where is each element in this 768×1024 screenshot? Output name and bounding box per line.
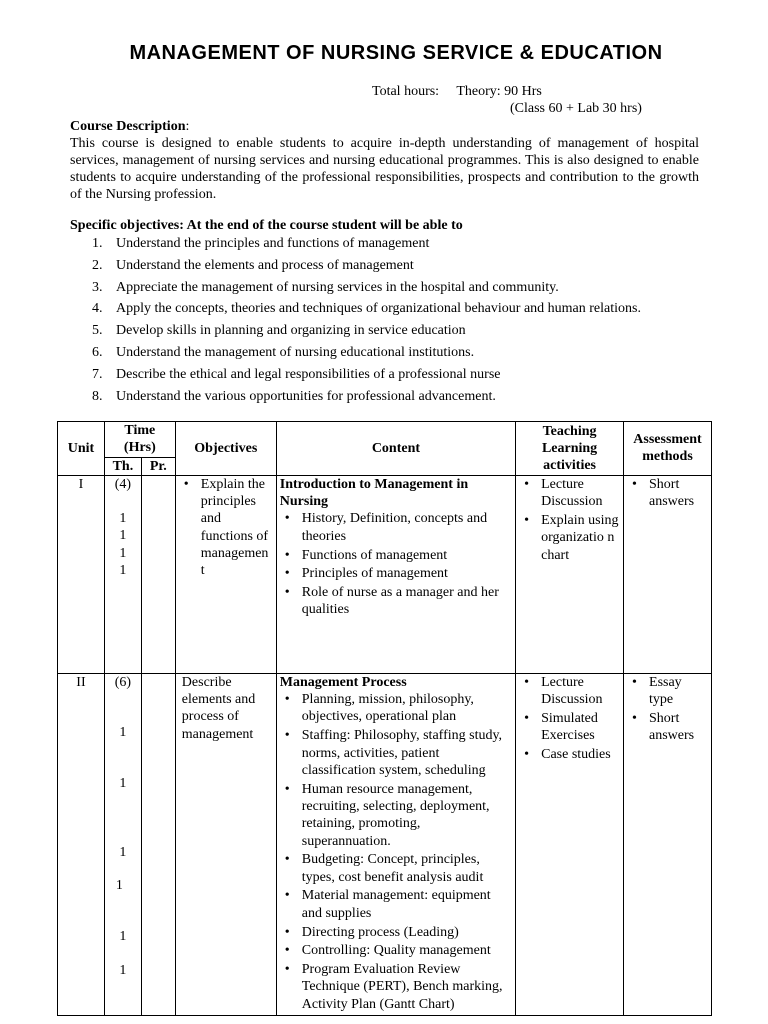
content-item: • Planning, mission, philosophy, objectives, operational plan [280,691,512,726]
teaching-cell [516,475,624,673]
teaching-item: • Case studies [519,746,620,763]
content-item: • Controlling: Quality management [280,942,512,959]
header-content: Content [276,422,515,476]
header-practical: Pr. [141,457,175,475]
content-item: • Material management: equipment and supplies [280,887,512,922]
objective-item: 3. Appreciate the management of nursing services in the hospital and community. [92,279,559,295]
content-cell [276,673,515,1015]
teaching-item: • Lecture Discussion [519,476,620,511]
content-item: • Directing process (Leading) [280,924,512,941]
teaching-item: • Explain using organizatio n chart [519,512,620,564]
objectives-list [70,235,641,409]
content-item: • Principles of management [280,565,512,582]
content-item: • Budgeting: Concept, principles, types, cost benefit analysis audit [280,851,512,886]
objective-item: 8. Understand the various opportunities for professional advancement. [92,388,496,404]
header-theory: Th. [104,457,141,475]
header-unit: Unit [58,422,105,476]
header-teaching: Teaching Learning activities [516,422,624,476]
assessment-item: • Short answers [627,476,708,511]
content-item: • Staffing: Philosophy, staffing study, norms, activities, patient classification system, scheduling [280,727,512,779]
objective-item: 2. Understand the elements and process of management [92,257,414,273]
header-objectives: Objectives [175,422,276,476]
unit-number: II [58,673,105,1015]
objectives-heading: Specific objectives: At the end of the course student will be able to [70,218,463,233]
assessment-item: • Essay type [627,674,708,709]
practical-hours-cell [141,673,175,1015]
teaching-item: • Simulated Exercises [519,710,620,745]
theory-hours: Theory: 90 Hrs [456,84,542,99]
objective-cell: Describe elements and process of management [175,673,276,1015]
course-description: Course Description: This course is designed to enable students to acquire in-depth understanding of management of hospital services, management of nursing services and nursing educational programmes. This is also designed to enable students to acquire understanding of the professional responsibilities, prospects and contribution to the growth of the Nursing profession. [70,119,699,202]
objective-cell: • Explain the principles and functions of managemen t [175,475,276,673]
header-assessment: Assessment methods [624,422,712,476]
content-item: • History, Definition, concepts and theories [280,510,512,545]
content-cell [276,475,515,673]
teaching-item: • Lecture Discussion [519,674,620,709]
objective-item: 1. Understand the principles and functions of management [92,236,430,251]
unit-number: I [58,475,105,673]
practical-hours-cell [141,475,175,673]
content-item: • Role of nurse as a manager and her qualities [280,584,512,619]
objective-item: 4. Apply the concepts, theories and techniques of organizational behaviour and human relations. [92,301,641,317]
assessment-cell [624,673,712,1015]
objective-item: 6. Understand the management of nursing educational institutions. [92,344,475,360]
objective-item: 5. Develop skills in planning and organizing in service education [92,323,466,339]
total-hours-label: Total hours: [372,84,440,99]
content-title: Management Process [279,674,407,690]
course-description-text: This course is designed to enable students to acquire in-depth understanding of management of hospital services, management of nursing services and nursing educational programmes. This is also designed to enable students to acquire understanding of the professional responsibilities, prospects and contribution to the growth of the Nursing profession. [70,136,699,202]
course-description-heading: Course Description [70,119,186,134]
assessment-item: • Short answers [627,710,708,745]
content-item: • Human resource management, recruiting, selecting, deployment, retaining, promoting, superannuation. [280,781,512,850]
teaching-cell [516,673,624,1015]
theory-hours-cell: (6) 1 1 1 1 1 1 [104,673,141,1015]
table-row [58,475,712,673]
content-title: Introduction to Management in Nursing [279,476,469,510]
content-item: • Program Evaluation Review Technique (PERT), Bench marking, Activity Plan (Gantt Chart) [280,961,512,1013]
assessment-cell [624,475,712,673]
objective-item: 7. Describe the ethical and legal responsibilities of a professional nurse [92,366,501,382]
theory-hours-cell: (4) 1 1 1 1 [104,475,141,673]
document-title: MANAGEMENT OF NURSING SERVICE & EDUCATION [129,42,663,64]
header-time: Time (Hrs) [104,422,175,458]
hours-breakdown: (Class 60 + Lab 30 hrs) [510,101,642,116]
course-table [57,421,712,1016]
table-row [58,673,712,1015]
content-item: • Functions of management [280,547,512,564]
total-hours-line [372,84,542,100]
